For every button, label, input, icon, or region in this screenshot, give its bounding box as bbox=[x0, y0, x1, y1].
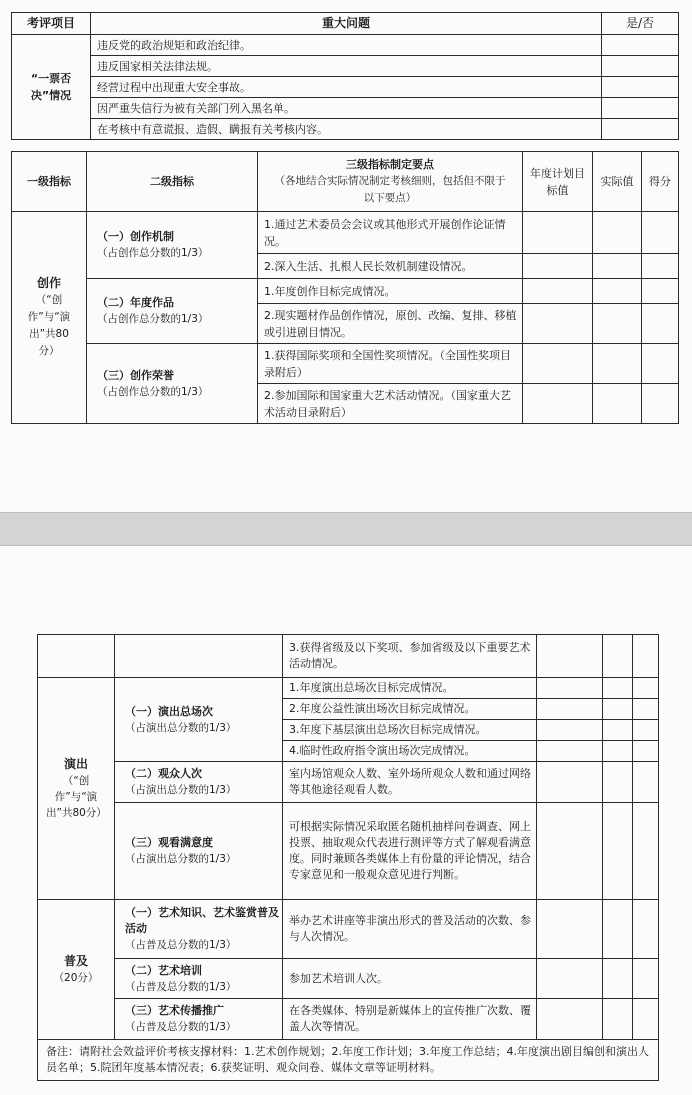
level3-point: 2.现实题材作品创作情况，原创、改编、复排、移植或引进剧目情况。 bbox=[258, 304, 523, 344]
table-row bbox=[38, 900, 659, 959]
level1-popularization-title: 普及 bbox=[63, 954, 88, 968]
audience-count bbox=[115, 762, 283, 803]
score-cell[interactable] bbox=[633, 999, 659, 1040]
target-cell[interactable] bbox=[537, 900, 603, 959]
actual-cell[interactable] bbox=[593, 279, 642, 304]
score-cell[interactable] bbox=[633, 959, 659, 999]
actual-cell[interactable] bbox=[593, 304, 642, 344]
table-row bbox=[38, 678, 659, 699]
art-promotion bbox=[115, 999, 283, 1040]
table-row bbox=[12, 98, 679, 119]
level3-point: 可根据实际情况采取匿名随机抽样问卷调查、网上投票、抽取观众代表进行测评等方式了解观看满意度。同时兼顾各类媒体上有份量的评论情况，结合专家意见和一般观众意见进行判断。 bbox=[283, 803, 537, 900]
creation-honors bbox=[87, 344, 258, 424]
veto-issue: 在考核中有意谎报、造假、瞒报有关考核内容。 bbox=[91, 119, 602, 140]
target-cell[interactable] bbox=[537, 762, 603, 803]
creation-mechanism bbox=[87, 212, 258, 279]
level2-share: （占创作总分数的1/3） bbox=[97, 313, 209, 325]
target-cell[interactable] bbox=[523, 212, 593, 254]
actual-cell[interactable] bbox=[603, 699, 633, 720]
document-page-1 bbox=[0, 0, 692, 512]
target-cell[interactable] bbox=[523, 254, 593, 279]
header-actual: 实际值 bbox=[593, 152, 642, 212]
level3-point: 在各类媒体、特别是新媒体上的宣传推广次数、覆盖人次等情况。 bbox=[283, 999, 537, 1040]
table-row bbox=[38, 762, 659, 803]
actual-cell[interactable] bbox=[593, 344, 642, 384]
actual-cell[interactable] bbox=[603, 678, 633, 699]
level2-name: （三）创作荣誉 bbox=[97, 368, 174, 382]
viewing-satisfaction bbox=[115, 803, 283, 900]
level2-name: （三）观看满意度 bbox=[125, 836, 213, 849]
document-page-2 bbox=[0, 546, 692, 1095]
index-header-row bbox=[12, 152, 679, 212]
score-cell[interactable] bbox=[633, 900, 659, 959]
score-cell[interactable] bbox=[642, 279, 679, 304]
level2-continued-cell bbox=[115, 635, 283, 678]
level3-point: 室内场馆观众人数、室外场所观众人数和通过网络等其他途径观看人数。 bbox=[283, 762, 537, 803]
level1-popularization bbox=[38, 900, 115, 1040]
score-cell[interactable] bbox=[633, 699, 659, 720]
target-cell[interactable] bbox=[537, 999, 603, 1040]
veto-header-row bbox=[12, 13, 679, 35]
yes-no-cell[interactable] bbox=[602, 35, 679, 56]
level3-point: 2.深入生活、扎根人民长效机制建设情况。 bbox=[258, 254, 523, 279]
target-cell[interactable] bbox=[523, 384, 593, 424]
level2-name: （一）艺术知识、艺术鉴赏普及活动 bbox=[125, 906, 279, 935]
score-cell[interactable] bbox=[633, 762, 659, 803]
target-cell[interactable] bbox=[523, 279, 593, 304]
table-row bbox=[12, 344, 679, 384]
score-cell[interactable] bbox=[642, 384, 679, 424]
table-row bbox=[12, 279, 679, 304]
header-major-issue: 重大问题 bbox=[91, 13, 602, 35]
target-cell[interactable] bbox=[537, 959, 603, 999]
level2-share: （占演出总分数的1/3） bbox=[125, 784, 237, 796]
level2-name: （二）年度作品 bbox=[97, 296, 174, 309]
header-target: 年度计划目标值 bbox=[523, 152, 593, 212]
actual-cell[interactable] bbox=[593, 254, 642, 279]
actual-cell[interactable] bbox=[603, 900, 633, 959]
level3-point: 1.通过艺术委员会会议或其他形式开展创作论证情况。 bbox=[258, 212, 523, 254]
level1-creation-title: 创作 bbox=[36, 276, 61, 290]
veto-issue: 违反国家相关法律法规。 bbox=[91, 56, 602, 77]
header-level3-title: 三级指标制定要点 bbox=[346, 158, 434, 171]
yes-no-cell[interactable] bbox=[602, 56, 679, 77]
target-cell[interactable] bbox=[537, 678, 603, 699]
level2-name: （一）创作机制 bbox=[97, 230, 174, 243]
level3-point: 1.获得国际奖项和全国性奖项情况。（全国性奖项目录附后） bbox=[258, 344, 523, 384]
score-cell[interactable] bbox=[633, 803, 659, 900]
table-row bbox=[38, 999, 659, 1040]
table-row bbox=[12, 212, 679, 254]
target-cell[interactable] bbox=[537, 699, 603, 720]
level2-share: （占普及总分数的1/3） bbox=[125, 939, 237, 951]
actual-cell[interactable] bbox=[603, 720, 633, 741]
art-training bbox=[115, 959, 283, 999]
yes-no-cell[interactable] bbox=[602, 98, 679, 119]
level3-point: 2.参加国际和国家重大艺术活动情况。（国家重大艺术活动目录附后） bbox=[258, 384, 523, 424]
score-cell[interactable] bbox=[633, 678, 659, 699]
actual-cell[interactable] bbox=[603, 741, 633, 762]
index-table-part-2 bbox=[37, 634, 659, 1081]
page-separator bbox=[0, 512, 692, 546]
level3-point: 1.年度演出总场次目标完成情况。 bbox=[283, 678, 537, 699]
target-cell[interactable] bbox=[523, 304, 593, 344]
score-cell[interactable] bbox=[633, 720, 659, 741]
level1-performance-title: 演出 bbox=[63, 757, 88, 771]
target-cell[interactable] bbox=[523, 344, 593, 384]
score-cell[interactable] bbox=[642, 344, 679, 384]
score-cell[interactable] bbox=[642, 254, 679, 279]
index-table-part-1 bbox=[11, 151, 679, 424]
table-row bbox=[12, 35, 679, 56]
target-cell[interactable] bbox=[537, 741, 603, 762]
level3-point: 举办艺术讲座等非演出形式的普及活动的次数、参与人次情况。 bbox=[283, 900, 537, 959]
actual-cell[interactable] bbox=[593, 212, 642, 254]
header-level3 bbox=[258, 152, 523, 212]
actual-cell[interactable] bbox=[603, 635, 633, 678]
level2-name: （二）观众人次 bbox=[125, 767, 202, 780]
level1-creation-note: （“创作”与“演出”共80分） bbox=[27, 294, 71, 357]
actual-cell[interactable] bbox=[593, 384, 642, 424]
level3-point: 3.获得省级及以下奖项、参加省级及以下重要艺术活动情况。 bbox=[283, 635, 537, 678]
veto-table bbox=[11, 12, 679, 140]
target-cell[interactable] bbox=[537, 720, 603, 741]
score-cell[interactable] bbox=[642, 212, 679, 254]
veto-issue: 违反党的政治规矩和政治纪律。 bbox=[91, 35, 602, 56]
level1-popularization-note: （20分） bbox=[53, 972, 99, 984]
veto-issue: 因严重失信行为被有关部门列入黑名单。 bbox=[91, 98, 602, 119]
level2-name: （三）艺术传播推广 bbox=[125, 1004, 224, 1017]
level3-point: 参加艺术培训人次。 bbox=[283, 959, 537, 999]
table-row bbox=[38, 635, 659, 678]
veto-issue: 经营过程中出现重大安全事故。 bbox=[91, 77, 602, 98]
level2-name: （一）演出总场次 bbox=[125, 704, 213, 718]
level2-name: （二）艺术培训 bbox=[125, 963, 202, 977]
level1-continued-cell bbox=[38, 635, 115, 678]
header-level2: 二级指标 bbox=[87, 152, 258, 212]
yes-no-cell[interactable] bbox=[602, 77, 679, 98]
level2-share: （占演出总分数的1/3） bbox=[125, 721, 237, 734]
yes-no-cell[interactable] bbox=[602, 119, 679, 140]
actual-cell[interactable] bbox=[603, 762, 633, 803]
target-cell[interactable] bbox=[537, 635, 603, 678]
score-cell[interactable] bbox=[642, 304, 679, 344]
annual-works bbox=[87, 279, 258, 344]
actual-cell[interactable] bbox=[603, 803, 633, 900]
table-row bbox=[12, 77, 679, 98]
level1-creation bbox=[12, 212, 87, 424]
level1-performance bbox=[38, 678, 115, 900]
level3-point: 3.年度下基层演出总场次目标完成情况。 bbox=[283, 720, 537, 741]
header-level1: 一级指标 bbox=[12, 152, 87, 212]
level3-point: 2.年度公益性演出场次目标完成情况。 bbox=[283, 699, 537, 720]
level1-performance-note: （“创作”与“演出”共80分） bbox=[46, 775, 107, 819]
level3-point: 4.临时性政府指令演出场次完成情况。 bbox=[283, 741, 537, 762]
performance-sessions bbox=[115, 678, 283, 762]
target-cell[interactable] bbox=[537, 803, 603, 900]
footnote: 备注：请附社会效益评价考核支撑材料：1.艺术创作规划；2.年度工作计划；3.年度工作总结；4.年度演出剧目编创和演出人员名单；5.院团年度基本情况表；6.获奖证明、观众问卷、媒体文章等证明材料。 bbox=[38, 1040, 659, 1081]
header-yes-no: 是/否 bbox=[602, 13, 679, 35]
header-level3-note: （各地结合实际情况制定考核细则，包括但不限于以下要点） bbox=[274, 175, 506, 204]
table-row bbox=[38, 803, 659, 900]
level2-share: （占创作总分数的1/3） bbox=[97, 247, 209, 259]
level3-point: 1.年度创作目标完成情况。 bbox=[258, 279, 523, 304]
header-evaluation-item: 考评项目 bbox=[12, 13, 91, 35]
header-score: 得分 bbox=[642, 152, 679, 212]
table-row bbox=[38, 1040, 659, 1081]
table-row bbox=[12, 119, 679, 140]
level2-share: （占演出总分数的1/3） bbox=[125, 853, 237, 865]
table-row bbox=[12, 56, 679, 77]
actual-cell[interactable] bbox=[603, 999, 633, 1040]
level2-share: （占创作总分数的1/3） bbox=[97, 385, 209, 398]
table-row bbox=[38, 959, 659, 999]
level2-share: （占普及总分数的1/3） bbox=[125, 980, 237, 993]
actual-cell[interactable] bbox=[603, 959, 633, 999]
veto-category-label: “一票否决”情况 bbox=[12, 35, 91, 140]
level2-share: （占普及总分数的1/3） bbox=[125, 1021, 237, 1033]
score-cell[interactable] bbox=[633, 635, 659, 678]
art-knowledge-appreciation bbox=[115, 900, 283, 959]
score-cell[interactable] bbox=[633, 741, 659, 762]
